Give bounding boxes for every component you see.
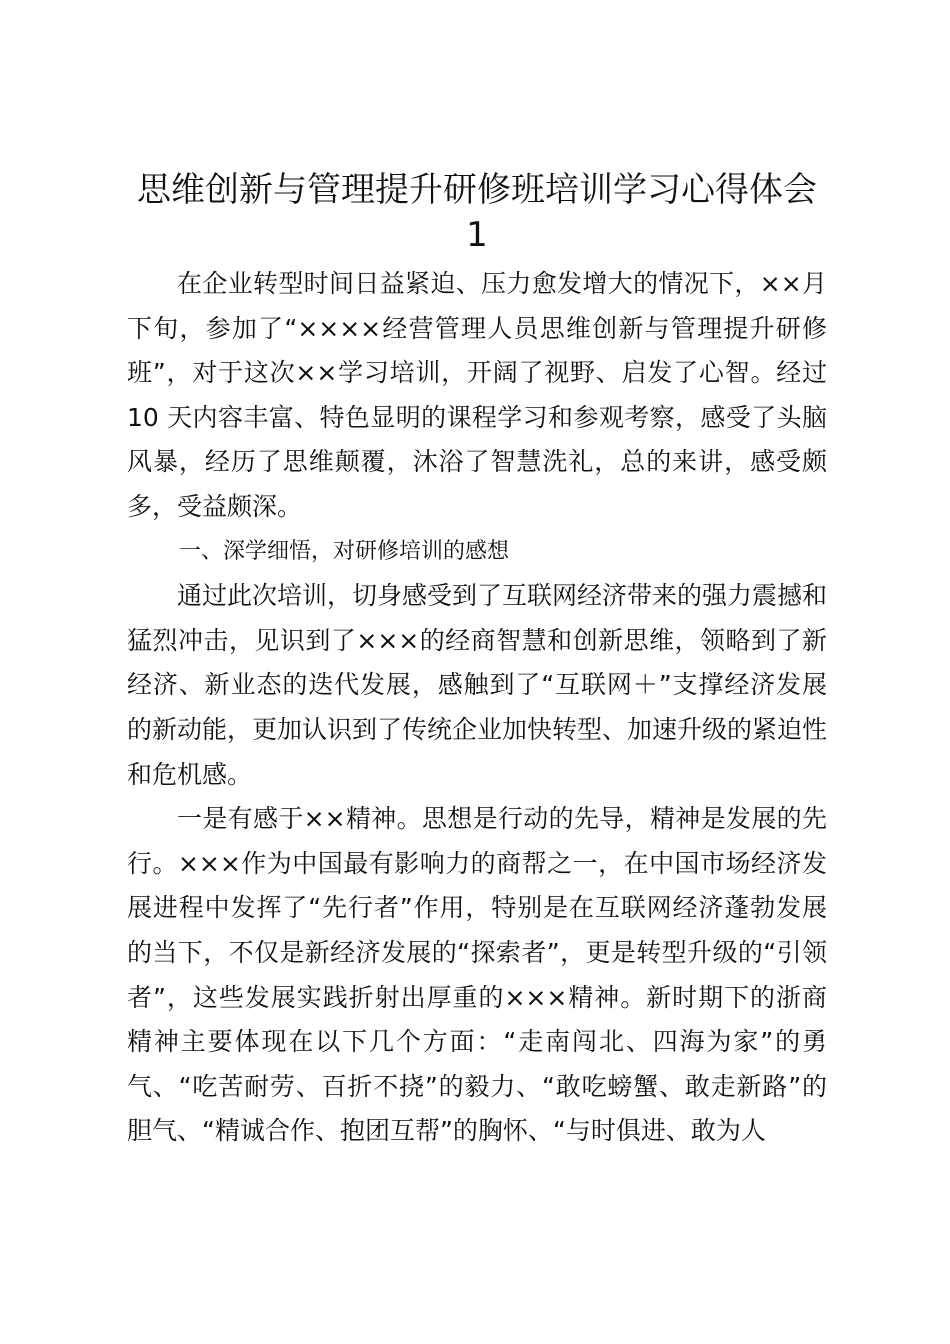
body-paragraph-1: 通过此次培训，切身感受到了互联网经济带来的强力震撼和猛烈冲击，见识到了×××的经商智慧和创新思维，领略到了新经济、新业态的迭代发展，感触到了“互联网＋”支撑经济发展的新动能，更加认识到了传统企业加快转型、加速升级的紧迫性和危机感。 bbox=[127, 581, 828, 789]
document-page bbox=[127, 168, 827, 1154]
intro-paragraph: 在企业转型时间日益紧迫、压力愈发增大的情况下，××月下旬，参加了“××××经营管理人员思维创新与管理提升研修班”，对于这次××学习培训，开阔了视野、启发了心智。经过 10 天内容丰富、特色显明的课程学习和参观考察，感受了头脑风暴，经历了思维颠覆，沐浴了智慧洗礼，总的来讲，感受颇多，受益颇深。 bbox=[127, 269, 827, 521]
title-line-2: 1 bbox=[466, 215, 488, 255]
section-heading: 一、深学细悟，对研修培训的感想 bbox=[179, 538, 510, 564]
document-title bbox=[127, 168, 827, 258]
body-paragraph-2: 一是有感于××精神。思想是行动的先导，精神是发展的先行。×××作为中国最有影响力的商帮之一，在中国市场经济发展进程中发挥了“先行者”作用，特别是在互联网经济蓬勃发展的当下，不仅是新经济发展的“探索者”，更是转型升级的“引领者”，这些发展实践折射出厚重的×××精神。新时期下的浙商精神主要体现在以下几个方面：“走南闯北、四海为家”的勇气、“吃苦耐劳、百折不挠”的毅力、“敢吃螃蟹、敢走新路”的胆气、“精诚合作、抱团互帮”的胸怀、“与时俱进、敢为人 bbox=[127, 804, 827, 1146]
title-line-1: 思维创新与管理提升研修班培训学习心得体会 bbox=[137, 170, 817, 210]
